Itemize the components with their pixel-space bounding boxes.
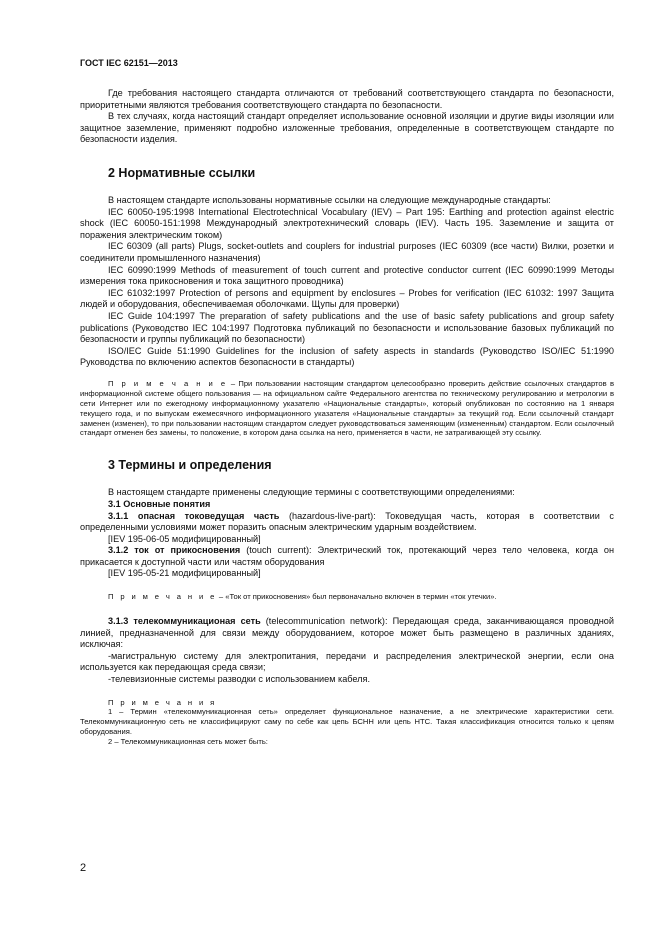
term-reference: [IEV 195-06-05 модифицированный]: [108, 533, 261, 544]
note-item: 2 – Телекоммуникационная сеть может быть:: [108, 737, 268, 747]
note-text: – При пользовании настоящим стандартом целесообразно проверить действие ссылочных стандартов в информационной системе общего пользования — на официальном сайте Федерального агентства по техническому регулированию и метрологии в сети Интернет или по ежегодному информационному указателю «Национальные стандарты», который опубликован по состоянию на 1 января текущего года, и по выпускам ежемесячного информационного указателя «Национальные стандарты» за текущий год. Если ссылочный стандарт заменен (изменен), то при пользовании настоящим стандартом следует руководствоваться заменяющим (измененным) стандартом. Если ссылочный стандарт отменен без замены, то положение, в котором дана ссылка на него, применяется в части, не затрагивающей эту ссылку.: [80, 378, 614, 438]
reference-item: IEC 61032:1997 Protection of persons and equipment by enclosures – Probes for verification (IEC 61032: 1997 Защита людей и оборудования, обеспечиваемая оболочками. Щупы для проверки): [80, 287, 614, 310]
term-name: 3.1.2 ток от прикосновения: [108, 545, 241, 556]
intro-paragraph-1: Где требования настоящего стандарта отличаются от требований соответствующего стандарта по безопасности, приоритетными являются требования соответствующего стандарта по безопасности.: [80, 88, 614, 110]
notes-label: П р и м е ч а н и я: [108, 697, 217, 707]
document-header: ГОСТ IEC 62151—2013: [80, 58, 178, 68]
section-3-title: 3 Термины и определения: [108, 458, 272, 473]
term-3-1-1: [80, 511, 614, 534]
term-name: 3.1.1 опасная токоведущая часть: [108, 510, 280, 521]
document-page: [80, 58, 614, 747]
note-label: П р и м е ч а н и е: [108, 378, 228, 388]
term-definition: (touch current): Электрический ток, протекающий через тело человека, когда он прикасается к доступной части или частям оборудования: [80, 545, 614, 567]
subsection-title: 3.1 Основные понятия: [108, 498, 211, 509]
term-3-1-3: [80, 616, 614, 651]
term-name: 3.1.3 телекоммуникационая сеть: [108, 615, 261, 626]
note-item: 1 – Термин «телекоммуникационная сеть» определяет функциональное назначение, а не электрические характеристики сети. Телекоммуникационную сеть не классифицируют саму по себе как цепь БСНН или цепь НТС. Такая классификация относится только к цепям оборудования.: [80, 707, 614, 737]
note-label: П р и м е ч а н и е: [108, 592, 217, 602]
term-list-item: -телевизионные системы разводки с использованием кабеля.: [108, 673, 370, 684]
section-2-intro: В настоящем стандарте использованы нормативные ссылки на следующие международные стандарты:: [108, 194, 551, 205]
reference-item: ISO/IEC Guide 51:1990 Guidelines for the inclusion of safety aspects in standards (Руководство ISO/IEC 51:1990 Руководства по включению аспектов безопасности в стандарты): [80, 345, 614, 368]
term-3-1-2: [80, 545, 614, 568]
term-definition: (telecommunication network): Передающая среда, заканчивающаяся проводной линией, предназначенной для связи между оборудованием, которое может быть размещено в различных зданиях, исключая:: [80, 615, 614, 650]
note-text: – «Ток от прикосновения» был первоначально включен в термин «ток утечки».: [216, 592, 497, 602]
reference-item: IEC 60309 (all parts) Plugs, socket-outlets and couplers for industrial purposes (IEC 60309 (все части) Вилки, розетки и соединители промышленного назначения): [80, 241, 614, 263]
reference-item: IEC Guide 104:1997 The preparation of safety publications and the use of basic safety publications and group safety publications (Руководство IEC 104:1997 Подготовка публикаций по безопасности и использование базовых публикаций по безопасности и группы публикаций по безопасности): [80, 310, 614, 345]
term-reference: [IEV 195-05-21 модифицированный]: [108, 568, 261, 579]
term-3-1-2-note: [80, 592, 614, 602]
section-2-title: 2 Нормативные ссылки: [108, 165, 256, 180]
term-definition: (hazardous-live-part): Токоведущая часть, которая в соответствии с определенными условиями может поразить опасным электрическим ударным воздействием.: [80, 510, 614, 533]
reference-item: IEC 60050-195:1998 International Electrotechnical Vocabulary (IEV) – Part 195: Earthing and protection against electric shock (IEC 60050-151:1998 Международный электротехнический словарь (IEV). Часть 195. Заземление и защита от поражения электрическим током): [80, 206, 614, 240]
term-list-item: -магистральную систему для электропитания, передачи и распределения электрической энергии, если она используется как передающая среда связи;: [80, 650, 614, 673]
section-2-note: [80, 379, 614, 438]
page-number: 2: [80, 862, 87, 874]
intro-paragraph-2: В тех случаях, когда настоящий стандарт определяет использование основной изоляции и другие виды изоляции или защитное заземление, применяют подробно изложенные требования, определенные в соответствующем стандарте по безопасности изделия.: [80, 111, 614, 145]
section-3-intro: В настоящем стандарте применены следующие термины с соответствующими определениями:: [108, 487, 515, 498]
reference-item: IEC 60990:1999 Methods of measurement of touch current and protective conductor current (IEC 60990:1999 Методы измерения тока прикосновения и тока защитного проводника): [80, 264, 614, 287]
